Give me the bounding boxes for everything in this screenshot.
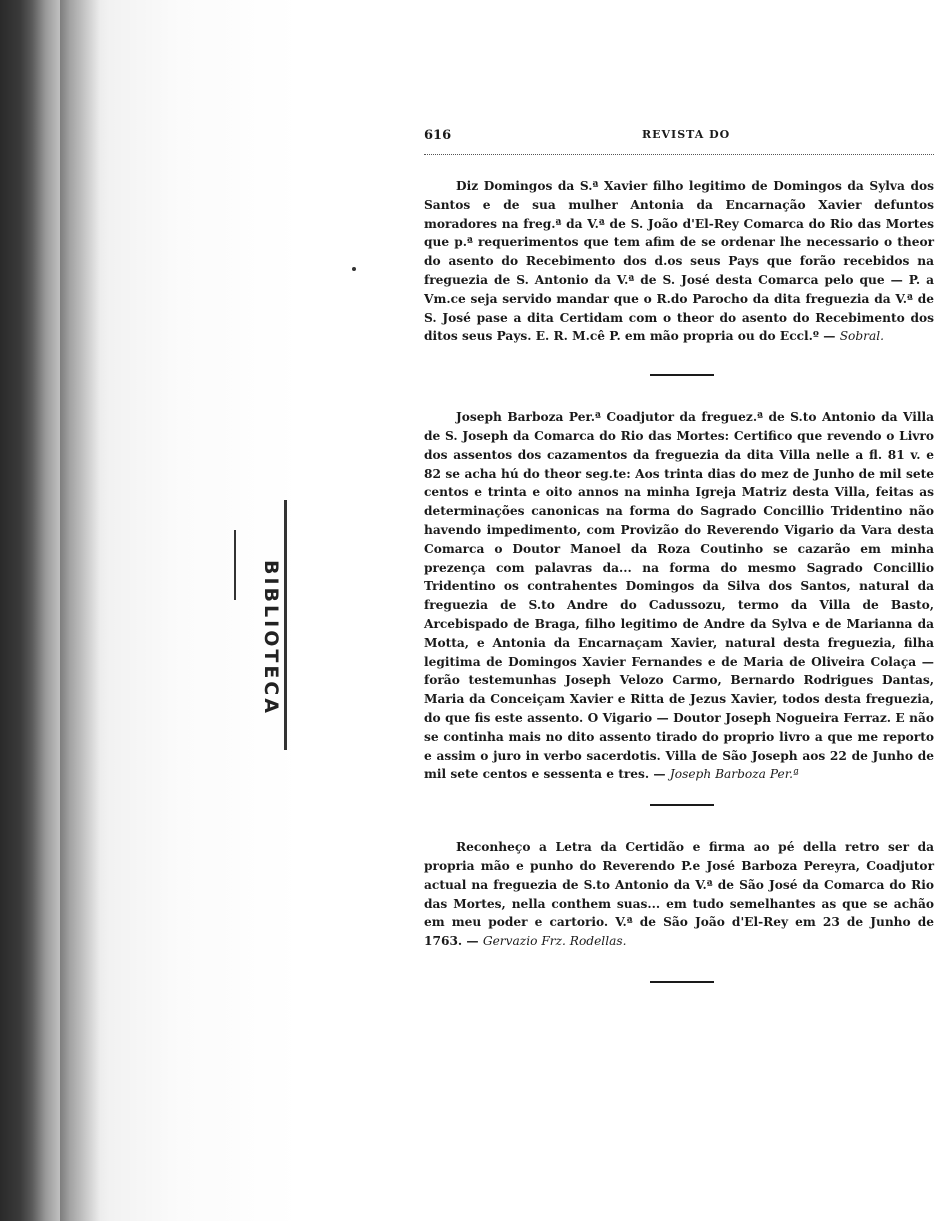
stamp-rule-right	[284, 500, 287, 750]
paragraph-text: Joseph Barboza Per.ª Coadjutor da freguez.ª de S.to Antonio da Villa de S. Joseph da Comarca do Rio das Mortes: Certifico que revendo o Livro dos assentos dos cazamentos da freguezia da dita Villa nelle a fl. 81 v. e 82 se acha hú do theor seg.te: Aos trinta dias do mez de Junho de mil sete centos e trinta e oito annos na minha Igreja Matriz desta Villa, feitas as determinações canonicas na forma do Sagrado Concillio Tridentino não havendo impedimento, com Provizão do Reverendo Vigario da Vara desta Comarca o Doutor Manoel da Roza Coutinho se cazarão em minha prezença com palavras da... na forma do mesmo Sagrado Concillio Tridentino os contrahentes Domingos da Silva dos Santos, natural da freguezia de S.to Andre do Cadussozu, termo da Villa de Basto, Arcebispado de Braga, filho legitimo de Andre da Sylva e de Marianna da Motta, e Antonia da Encarnaçam Xavier, natural desta freguezia, filha legitima de Domingos Xavier Fernandes e de Maria de Oliveira Colaça — forão testemunhas Joseph Velozo Carmo, Bernardo Rodrigues Dantas, Maria da Conceiçam Xavier e Ritta de Jezus Xavier, todos desta freguezia, do que fis este assento. O Vigario — Doutor Joseph Nogueira Ferraz. E não se continha mais no dito assento tirado do proprio livro a que me reporto e assim o juro in verbo sacerdotis. Villa de São Joseph aos 22 de Junho de mil sete centos e sessenta e tres. —	[424, 410, 934, 782]
section-separator	[650, 981, 714, 983]
page-header	[424, 128, 934, 155]
petition-paragraph	[424, 177, 934, 346]
binding-shadow	[60, 0, 100, 1221]
stamp-rule-left	[234, 530, 236, 600]
recognition-paragraph	[424, 838, 934, 951]
paragraph-text: Reconheço a Letra da Certidão e firma ao pé della retro ser da propria mão e punho do Reverendo P.e José Barboza Pereyra, Coadjutor actual na freguezia de S.to Antonio da V.ª de São José da Comarca do Rio das Mortes, nella conthem suas... em tudo semelhantes as que se achão em meu poder e cartorio. V.ª de São João d'El-Rey em 23 de Junho de 1763. —	[424, 840, 934, 949]
page-content	[424, 128, 934, 983]
running-head: REVISTA DO	[642, 128, 731, 141]
page-speck	[352, 267, 356, 271]
signature: Sobral.	[839, 329, 885, 344]
certificate-paragraph	[424, 408, 934, 784]
signature: Joseph Barboza Per.ª	[669, 767, 799, 782]
page-number: 616	[424, 128, 452, 143]
stamp-title: BIBLIOTECA	[260, 560, 282, 716]
signature: Gervazio Frz. Rodellas.	[482, 934, 627, 949]
paragraph-text: Diz Domingos da S.ª Xavier filho legitimo de Domingos da Sylva dos Santos e de sua mulher Antonia da Encarnação Xavier defuntos moradores na freg.ª da V.ª de S. João d'El-Rey Comarca do Rio das Mortes que p.ª requerimentos que tem afim de se ordenar lhe necessario o theor do asento do Recebimento dos d.os seus Pays que forão recebidos na freguezia de S. Antonio da V.ª de S. José desta Comarca pelo que — P. a Vm.ce seja servido mandar que o R.do Parocho da dita freguezia da V.ª de S. José pase a dita Certidam com o theor do asento do Recebimento dos ditos seus Pays. E. R. M.cê P. em mão propria ou do Eccl.º —	[424, 179, 934, 344]
